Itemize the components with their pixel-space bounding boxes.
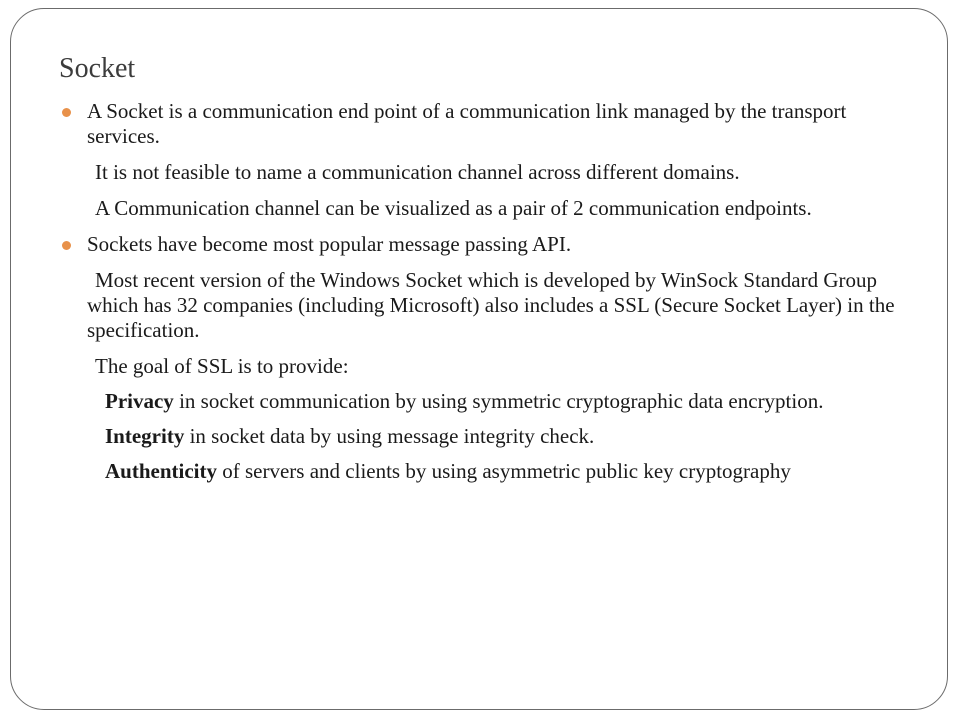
sub-text: The goal of SSL is to provide: [95,354,349,378]
bullet-item [60,99,910,149]
sub-paragraph [60,268,910,343]
goal-term: Authenticity [105,459,217,483]
goal-item-integrity [60,424,910,449]
sub-paragraph [60,196,910,221]
bullet-item [60,232,910,257]
goal-item-authenticity [60,459,910,484]
sub-text: A Communication channel can be visualized as a pair of 2 communication endpoints. [95,196,812,220]
sub-paragraph [60,354,910,379]
goal-term: Privacy [105,389,174,413]
goal-text: in socket data by using message integrity check. [184,424,595,448]
sub-paragraph [60,160,910,185]
slide-content [60,99,910,484]
goal-term: Integrity [105,424,185,448]
bullet-text: Sockets have become most popular message passing API. [87,232,572,256]
slide-title: Socket [59,53,136,84]
goal-item-privacy [60,389,910,414]
bullet-dot-icon [62,241,71,250]
bullet-text: A Socket is a communication end point of a communication link managed by the transport services. [87,99,847,148]
goal-text: in socket communication by using symmetric cryptographic data encryption. [173,389,824,413]
bullet-dot-icon [62,108,71,117]
goal-text: of servers and clients by using asymmetric public key cryptography [217,459,791,483]
sub-text: It is not feasible to name a communication channel across different domains. [95,160,740,184]
sub-text: Most recent version of the Windows Socket which is developed by WinSock Standard Group which has 32 companies (including Microsoft) also includes a SSL (Secure Socket Layer) in the specification. [87,268,895,342]
